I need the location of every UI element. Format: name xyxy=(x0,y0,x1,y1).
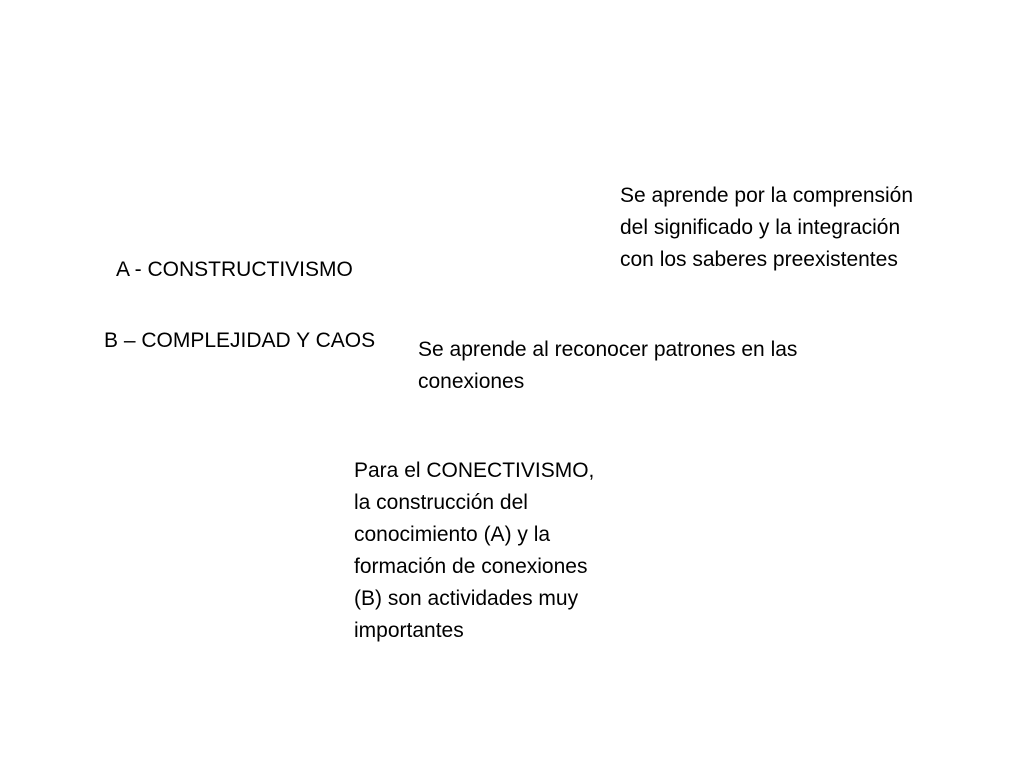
description-constructivismo: Se aprende por la comprensión del significado y la integración con los saberes preexistentes xyxy=(620,184,914,271)
label-complejidad-y-caos: B – COMPLEJIDAD Y CAOS xyxy=(104,329,376,352)
label-constructivismo: A - CONSTRUCTIVISMO xyxy=(116,258,353,281)
conclusion-conectivismo: Para el CONECTIVISMO, la construcción del conocimiento (A) y la formación de conexiones (B) son actividades muy importantes xyxy=(354,459,595,642)
description-complejidad-y-caos: Se aprende al reconocer patrones en las conexiones xyxy=(418,338,798,393)
